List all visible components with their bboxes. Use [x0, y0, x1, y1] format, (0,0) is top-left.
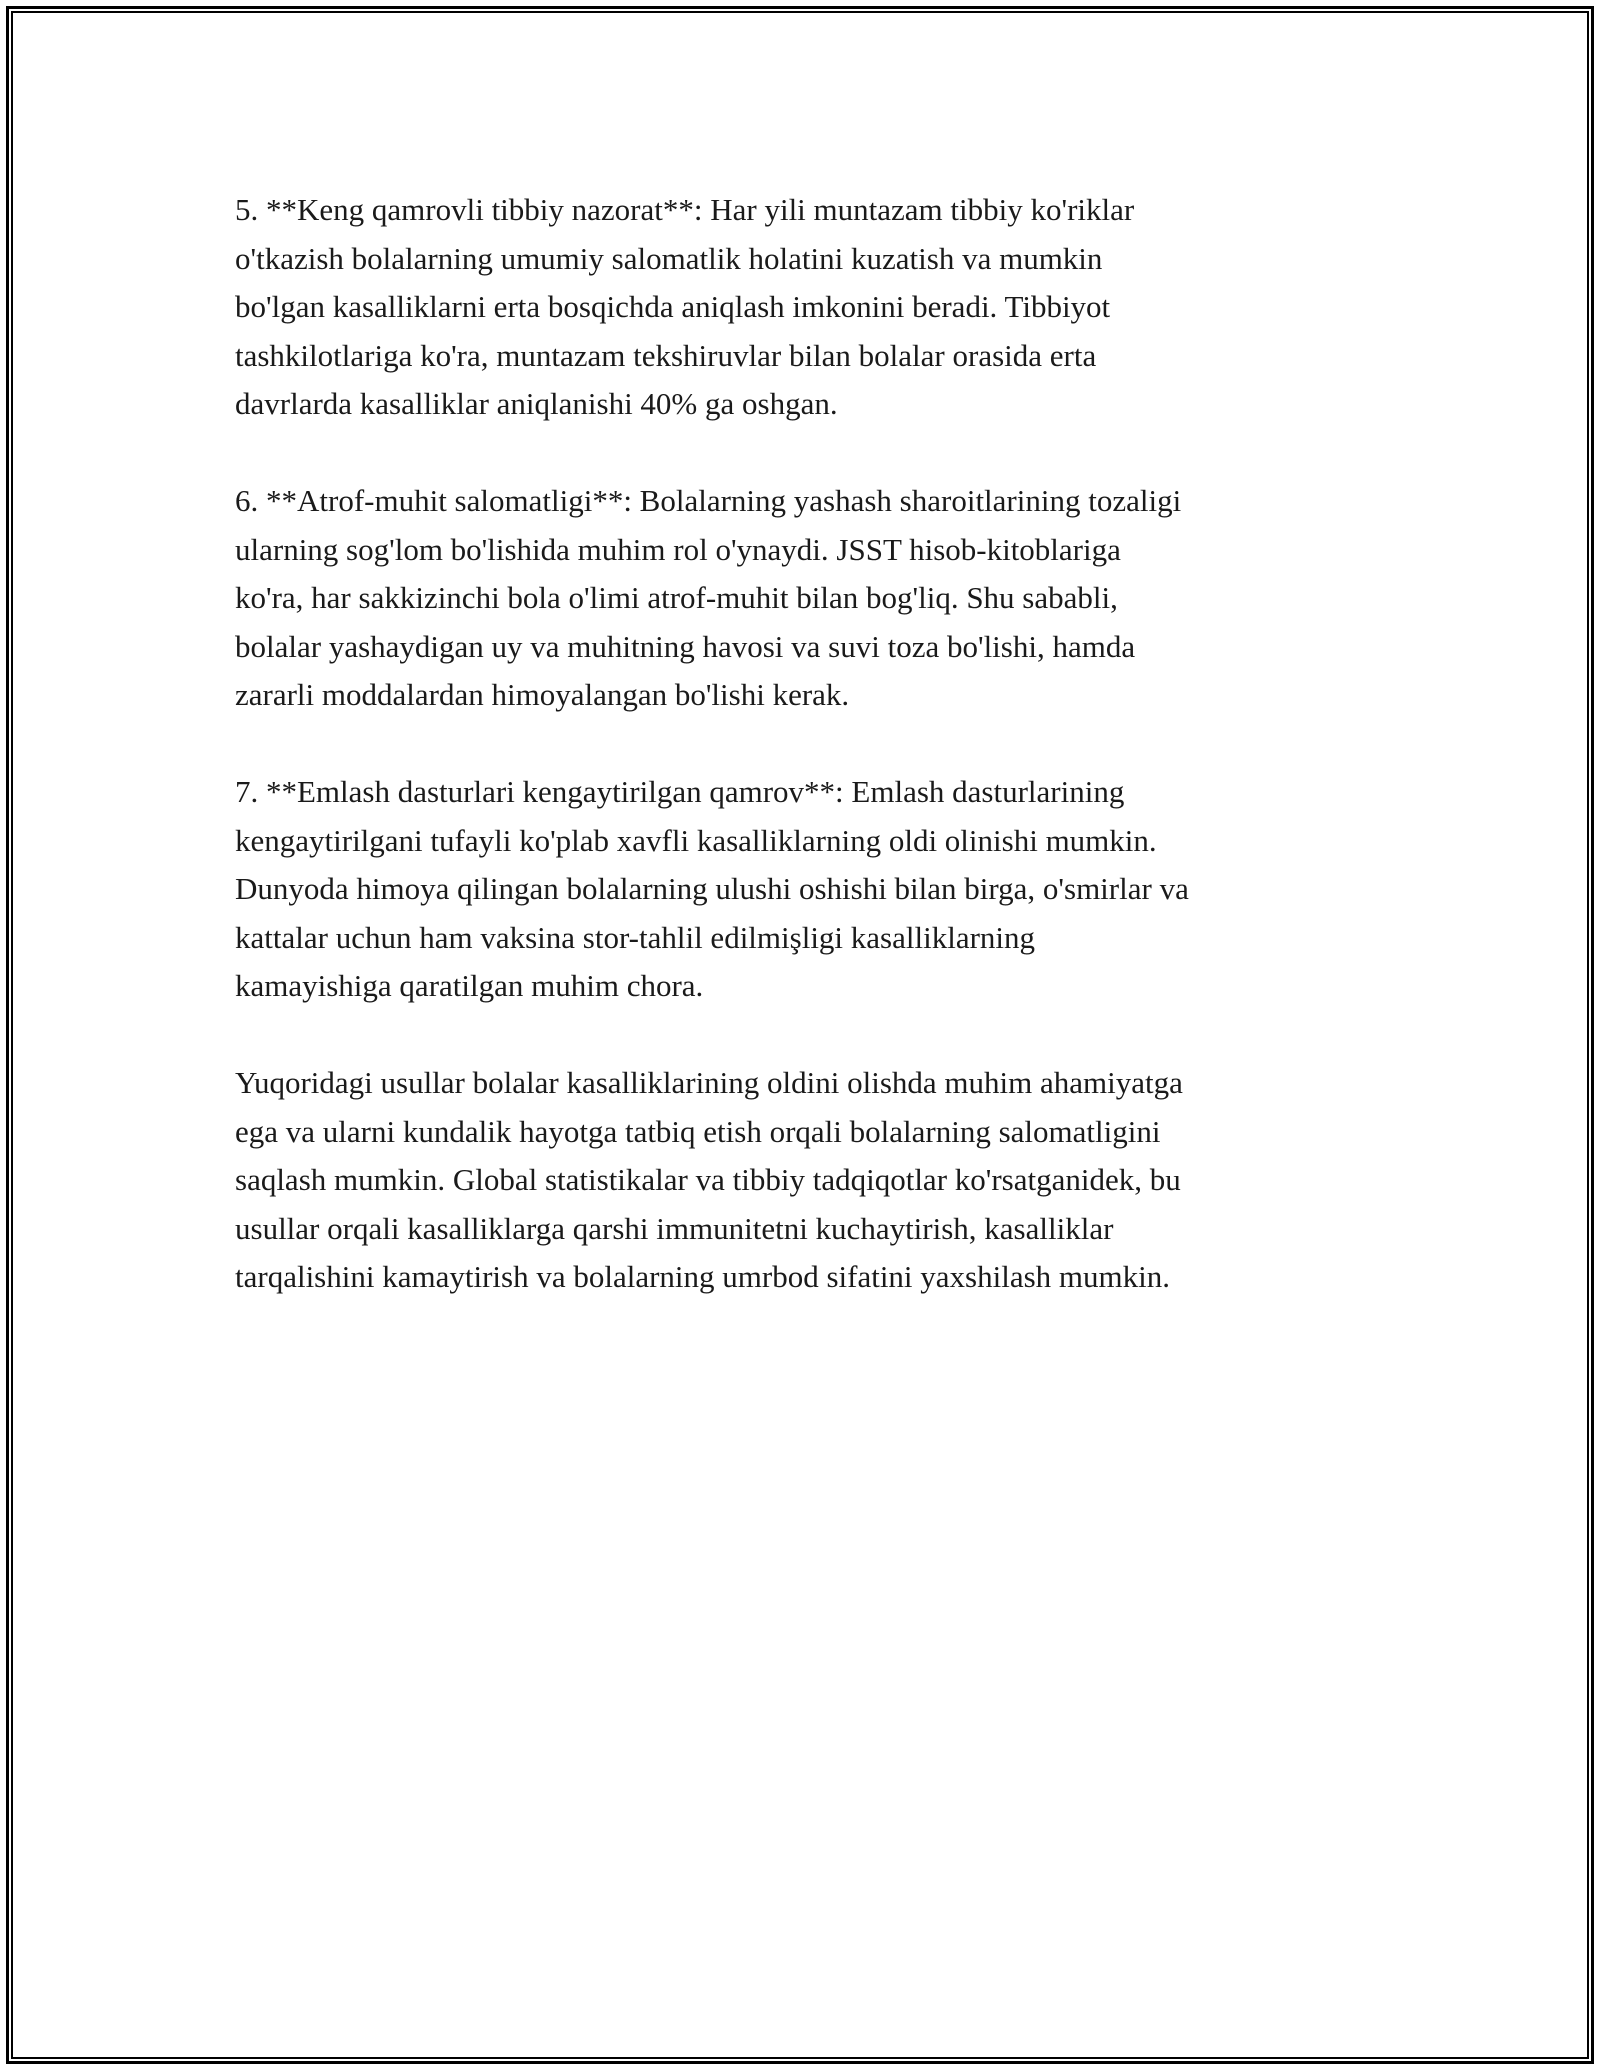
text-line: usullar orqali kasalliklarga qarshi immunitetni kuchaytirish, kasalliklar — [235, 1210, 1114, 1246]
text-line: 7. **Emlash dasturlari kengaytirilgan qamrov**: Emlash dasturlarining — [235, 774, 1125, 809]
text-line: kattalar uchun ham vaksina stor-tahlil edilmişligi kasalliklarning — [235, 919, 1036, 955]
text-line: ularning sog'lom bo'lishida muhim rol o'ynaydi. JSST hisob-kitoblariga — [235, 531, 1121, 567]
text-line: davrlarda kasalliklar aniqlanishi 40% ga oshgan. — [235, 386, 838, 421]
text-line: tarqalishini kamaytirish va bolalarning umrbod sifatini yaxshilash mumkin. — [235, 1259, 1171, 1294]
text-line: kamayishiga qaratilgan muhim chora. — [235, 968, 704, 1003]
text-line: bo'lgan kasalliklarni erta bosqichda aniqlash imkonini beradi. Tibbiyot — [235, 289, 1111, 324]
text-line: ko'ra, har sakkizinchi bola o'limi atrof-muhit bilan bog'liq. Shu sababli, — [235, 580, 1118, 615]
text-line: 6. **Atrof-muhit salomatligi**: Bolalarning yashash sharoitlarining tozaligi — [235, 483, 1182, 518]
text-line: kengaytirilgani tufayli ko'plab xavfli kasalliklarning oldi olinishi mumkin. — [235, 822, 1157, 858]
text-line: tashkilotlariga ko'ra, muntazam tekshiruvlar bilan bolalar orasida erta — [235, 337, 1097, 373]
paragraph-item-5 — [235, 186, 1385, 429]
paragraph-conclusion — [235, 1059, 1385, 1302]
text-line: Yuqoridagi usullar bolalar kasalliklarining oldini olishda muhim ahamiyatga — [235, 1065, 1183, 1100]
paragraph-item-6 — [235, 477, 1385, 720]
paragraph-item-7 — [235, 768, 1385, 1011]
text-line: 5. **Keng qamrovli tibbiy nazorat**: Har yili muntazam tibbiy ko'riklar — [235, 192, 1135, 227]
text-line: bolalar yashaydigan uy va muhitning havosi va suvi toza bo'lishi, hamda — [235, 628, 1136, 664]
document-body — [235, 186, 1385, 1350]
text-line: o'tkazish bolalarning umumiy salomatlik holatini kuzatish va mumkin — [235, 240, 1103, 276]
text-line: ega va ularni kundalik hayotga tatbiq etish orqali bolalarning salomatligini — [235, 1113, 1161, 1149]
text-line: Dunyoda himoya qilingan bolalarning ulushi oshishi bilan birga, o'smirlar va — [235, 871, 1189, 906]
text-line: zararli moddalardan himoyalangan bo'lishi kerak. — [235, 677, 850, 712]
text-line: saqlash mumkin. Global statistikalar va tibbiy tadqiqotlar ko'rsatganidek, bu — [235, 1162, 1181, 1197]
